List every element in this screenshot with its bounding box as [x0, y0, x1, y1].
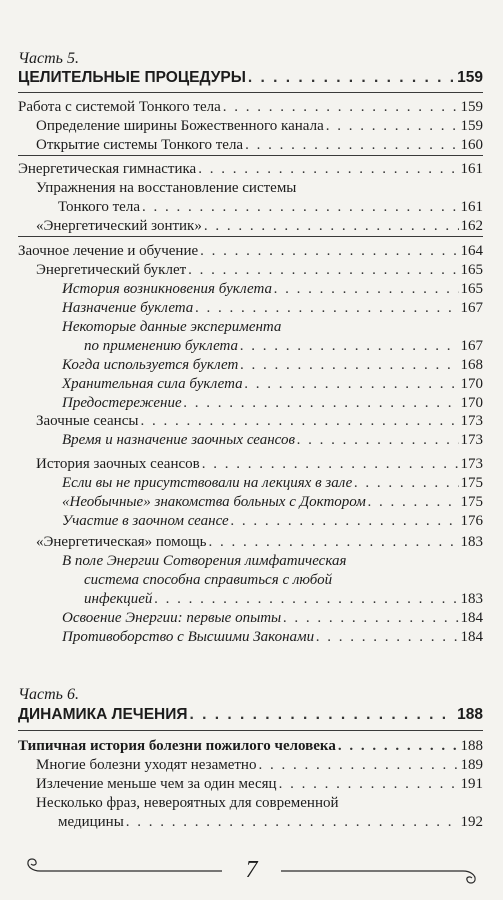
- page-folio: 7: [245, 857, 258, 883]
- page-number: 188: [457, 706, 483, 723]
- page-number: 160: [460, 137, 483, 153]
- entry-title: История возникновения буклета: [62, 281, 272, 297]
- dot-leader: [140, 412, 458, 431]
- dot-leader: [223, 98, 459, 117]
- toc-entry[interactable]: [36, 117, 483, 136]
- toc-entry[interactable]: [62, 394, 483, 413]
- dot-leader: [274, 280, 459, 299]
- toc-entry[interactable]: [18, 160, 483, 179]
- entry-title: Определение ширины Божественного канала: [36, 118, 324, 134]
- section-rule: [18, 92, 483, 93]
- dot-leader: [248, 68, 455, 87]
- page-number: 175: [460, 494, 483, 510]
- entry-title: Противоборство с Высшими Законами: [62, 629, 315, 645]
- dot-leader: [245, 136, 458, 155]
- entry-title: инфекцией: [84, 591, 153, 607]
- entry-title: Назначение буклета: [62, 300, 194, 316]
- toc-entry[interactable]: [36, 136, 483, 155]
- toc-entry[interactable]: [18, 242, 483, 261]
- page-number: 189: [460, 757, 483, 773]
- dot-leader: [283, 609, 458, 628]
- toc-entry[interactable]: [36, 533, 483, 552]
- section-rule: [18, 155, 483, 156]
- section-rule: [18, 730, 483, 731]
- entry-title: Излечение меньше чем за один месяц: [36, 776, 277, 792]
- dot-leader: [195, 299, 458, 318]
- part-5-label: Часть 5.: [18, 50, 79, 67]
- toc-entry[interactable]: [84, 337, 483, 356]
- entry-title: «Энергетическая» помощь: [36, 534, 207, 550]
- toc-entry[interactable]: [62, 628, 483, 647]
- entry-title: Типичная история болезни пожилого человека: [18, 738, 336, 754]
- toc-entry[interactable]: [36, 455, 483, 474]
- entry-title-line[interactable]: В поле Энергии Сотворения лимфатическая: [62, 553, 347, 569]
- entry-title: Участие в заочном сеансе: [62, 513, 229, 529]
- toc-entry[interactable]: [36, 261, 483, 280]
- entry-title: «Необычные» знакомства больных с Доктором: [62, 494, 366, 510]
- entry-title: Освоение Энергии: первые опыты: [62, 610, 282, 626]
- page-number: 173: [460, 432, 483, 448]
- toc-entry[interactable]: [84, 590, 483, 609]
- entry-title-line[interactable]: система способна справиться с любой: [84, 572, 333, 588]
- page-number: 173: [460, 456, 483, 472]
- entry-title-line[interactable]: Несколько фраз, невероятных для современной: [36, 795, 339, 811]
- dot-leader: [240, 356, 458, 375]
- toc-entry[interactable]: [62, 474, 483, 493]
- toc-entry[interactable]: [62, 431, 483, 450]
- entry-title: Заочное лечение и обучение: [18, 243, 199, 259]
- entry-title: Предостережение: [62, 395, 182, 411]
- dot-leader: [231, 512, 459, 531]
- dot-leader: [245, 375, 459, 394]
- toc-entry[interactable]: [36, 217, 483, 236]
- toc-entry[interactable]: [62, 512, 483, 531]
- dot-leader: [258, 756, 458, 775]
- dot-leader: [279, 775, 459, 794]
- page-number: 175: [460, 475, 483, 491]
- entry-title: Тонкого тела: [58, 199, 140, 215]
- page-number: 173: [460, 413, 483, 429]
- toc-entry[interactable]: [62, 609, 483, 628]
- part-6-title: ДИНАМИКА ЛЕЧЕНИЯ: [18, 706, 188, 723]
- page-number: 170: [460, 376, 483, 392]
- toc-entry[interactable]: [36, 756, 483, 775]
- page-number: 159: [460, 99, 483, 115]
- page-number: 183: [460, 534, 483, 550]
- page-number: 184: [460, 610, 483, 626]
- dot-leader: [316, 628, 458, 647]
- toc-entry[interactable]: [36, 775, 483, 794]
- dot-leader: [209, 533, 459, 552]
- entry-title: Хранительная сила буклета: [62, 376, 243, 392]
- page-number: 188: [460, 738, 483, 754]
- dot-leader: [184, 394, 459, 413]
- page-number: 168: [460, 357, 483, 373]
- page-number: 167: [460, 300, 483, 316]
- dot-leader: [200, 242, 458, 261]
- page-number: 170: [460, 395, 483, 411]
- page-number: 165: [460, 262, 483, 278]
- entry-title: Энергетическая гимнастика: [18, 161, 197, 177]
- dot-leader: [126, 813, 459, 832]
- entry-title: История заочных сеансов: [36, 456, 200, 472]
- toc-entry[interactable]: [62, 299, 483, 318]
- dot-leader: [338, 737, 459, 756]
- page-number: 191: [460, 776, 483, 792]
- toc-entry[interactable]: [18, 98, 483, 117]
- toc-entry[interactable]: [18, 737, 483, 756]
- toc-entry[interactable]: [62, 356, 483, 375]
- dot-leader: [202, 455, 459, 474]
- entry-title: по применению буклета: [84, 338, 239, 354]
- page-number: 183: [460, 591, 483, 607]
- page-number: 161: [460, 199, 483, 215]
- entry-title: медицины: [58, 814, 124, 830]
- page-number: 161: [460, 161, 483, 177]
- page-number: 162: [460, 218, 483, 234]
- page-number: 159: [460, 118, 483, 134]
- entry-title: Многие болезни уходят незаметно: [36, 757, 257, 773]
- toc-entry[interactable]: [36, 412, 483, 431]
- entry-title: Открытие системы Тонкого тела: [36, 137, 244, 153]
- dot-leader: [154, 590, 458, 609]
- dot-leader: [204, 217, 459, 236]
- part-6-heading[interactable]: [18, 705, 483, 724]
- page-number: 176: [460, 513, 483, 529]
- dot-leader: [354, 474, 458, 493]
- page-number: 192: [460, 814, 483, 830]
- page-number: 165: [460, 281, 483, 297]
- dot-leader: [190, 705, 456, 724]
- dot-leader: [297, 431, 459, 450]
- entry-title: Если вы не присутствовали на лекциях в зале: [62, 475, 353, 491]
- dot-leader: [326, 117, 459, 136]
- part-5-title: ЦЕЛИТЕЛЬНЫЕ ПРОЦЕДУРЫ: [18, 69, 246, 86]
- page-number: 159: [457, 69, 483, 86]
- dot-leader: [188, 261, 458, 280]
- entry-title: Энергетический буклет: [36, 262, 187, 278]
- part-5-heading[interactable]: [18, 68, 483, 87]
- entry-title: «Энергетический зонтик»: [36, 218, 202, 234]
- page-number: 167: [460, 338, 483, 354]
- part-6-label: Часть 6.: [18, 686, 79, 703]
- page-number: 164: [460, 243, 483, 259]
- toc-entry[interactable]: [58, 198, 483, 217]
- entry-title: Работа с системой Тонкого тела: [18, 99, 221, 115]
- entry-title: Время и назначение заочных сеансов: [62, 432, 295, 448]
- dot-leader: [198, 160, 458, 179]
- toc-entry[interactable]: [62, 280, 483, 299]
- dot-leader: [240, 337, 458, 356]
- page-number: 184: [460, 629, 483, 645]
- toc-entry[interactable]: [62, 375, 483, 394]
- entry-title: Когда используется буклет: [62, 357, 239, 373]
- section-rule: [18, 236, 483, 237]
- entry-title-line[interactable]: Некоторые данные эксперимента: [62, 319, 282, 335]
- entry-title-line[interactable]: Упражнения на восстановление системы: [36, 180, 297, 196]
- entry-title: Заочные сеансы: [36, 413, 139, 429]
- toc-entry[interactable]: [62, 493, 483, 512]
- dot-leader: [142, 198, 459, 217]
- dot-leader: [368, 493, 459, 512]
- toc-entry[interactable]: [58, 813, 483, 832]
